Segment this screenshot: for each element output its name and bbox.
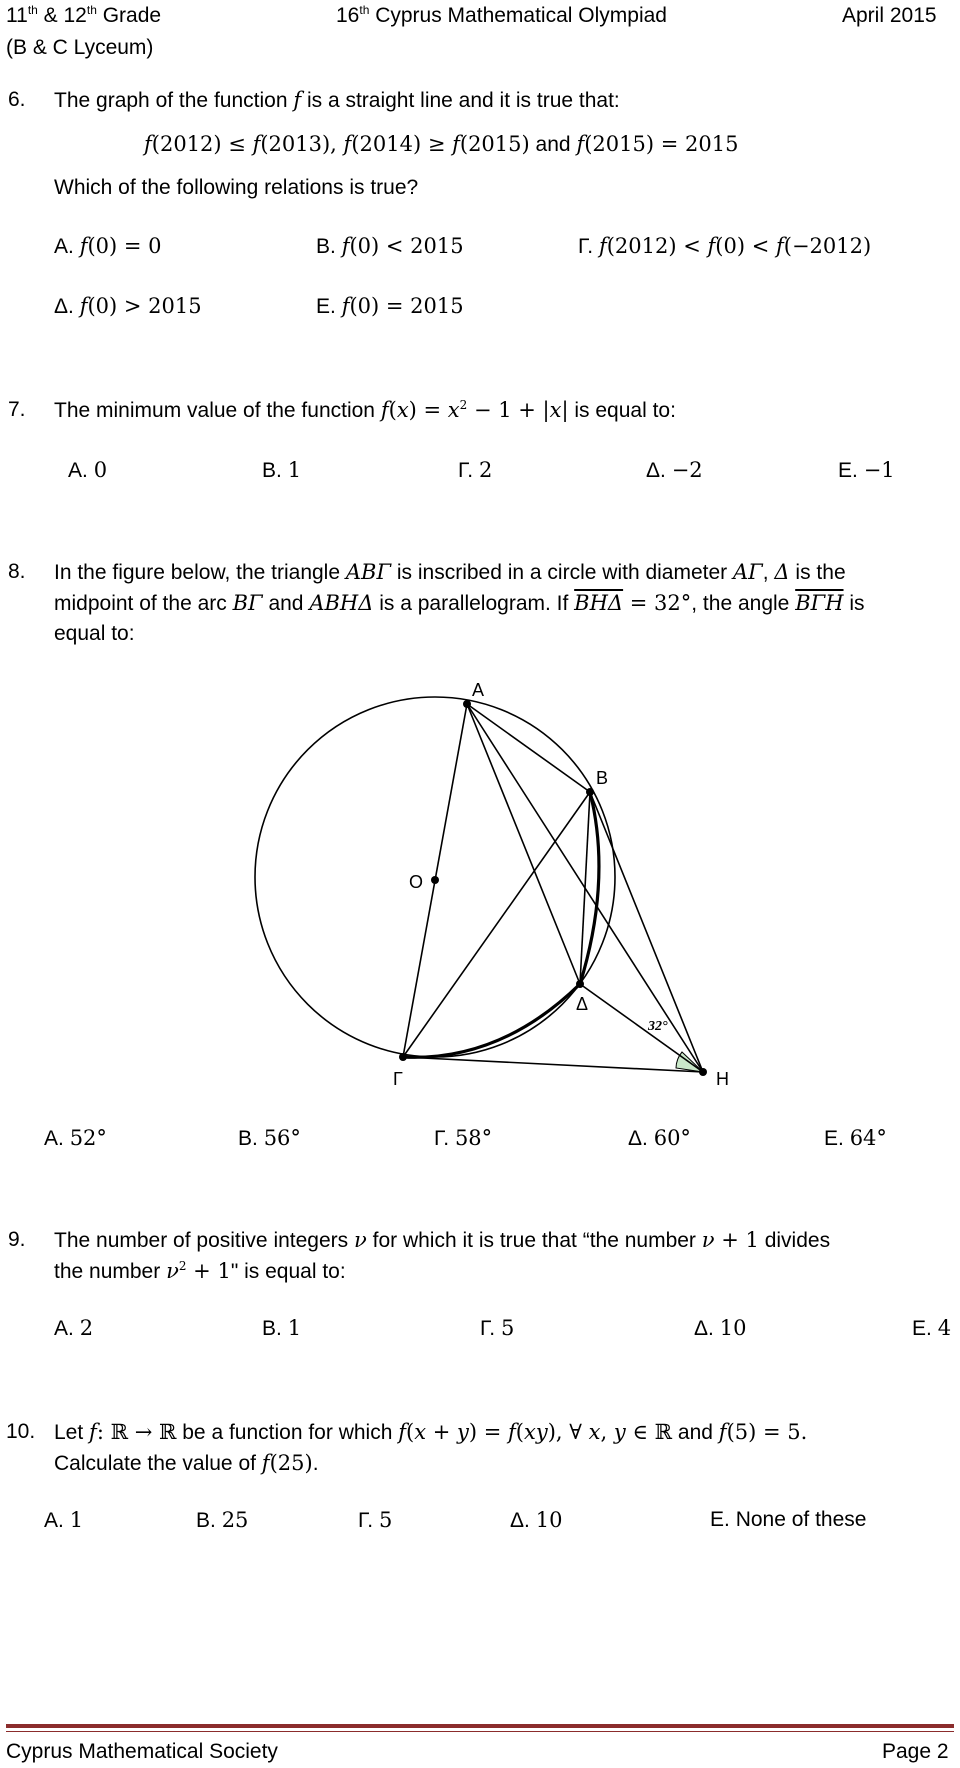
q6-option-e[interactable]: E. f(0) = 2015 (316, 294, 464, 318)
q10-option-a[interactable]: A. 1 (44, 1508, 84, 1532)
q9-option-g[interactable]: Γ. 5 (480, 1316, 515, 1340)
segment-BG (403, 792, 590, 1057)
q10-line2: Calculate the value of f(25). (54, 1451, 319, 1475)
q6-ask: Which of the following relations is true? (54, 176, 419, 199)
q9-option-e[interactable]: E. 4 (912, 1316, 952, 1340)
point-D-dot (576, 980, 584, 988)
arc-BD-heavy (580, 792, 599, 984)
q9-option-b[interactable]: B. 1 (262, 1316, 302, 1340)
q10-line1: Let f: ℝ → ℝ be a function for which f(x + y) = f(xy), ∀ x, y ∈ ℝ and f(5) = 5. (54, 1420, 808, 1444)
q6-option-g[interactable]: Γ. f(2012) < f(0) < f(−2012) (578, 234, 872, 258)
q7-option-e[interactable]: E. −1 (838, 458, 895, 482)
q8-option-d[interactable]: Δ. 60° (628, 1126, 691, 1150)
q8-option-b[interactable]: B. 56° (238, 1126, 301, 1150)
q10-number: 10. (6, 1420, 36, 1443)
q8-option-a[interactable]: A. 52° (44, 1126, 107, 1150)
label-B: B (596, 768, 609, 788)
header-lyceum: (B & C Lyceum) (6, 36, 154, 59)
q8-option-e[interactable]: E. 64° (824, 1126, 887, 1150)
q7-option-d[interactable]: Δ. −2 (646, 458, 703, 482)
q10-option-g[interactable]: Γ. 5 (358, 1508, 393, 1532)
q7-number: 7. (8, 398, 26, 421)
label-A: A (472, 680, 485, 700)
q9-option-d[interactable]: Δ. 10 (694, 1316, 747, 1340)
q7-option-g[interactable]: Γ. 2 (458, 458, 493, 482)
header-date: April 2015 (842, 4, 937, 27)
q7-option-a[interactable]: A. 0 (68, 458, 108, 482)
point-G-dot (399, 1053, 407, 1061)
q10-option-b[interactable]: B. 25 (196, 1508, 249, 1532)
footer-page: Page 2 (882, 1740, 949, 1763)
q10-option-e[interactable]: E. None of these (710, 1508, 867, 1531)
point-H-dot (699, 1068, 707, 1076)
footer-society: Cyprus Mathematical Society (6, 1740, 278, 1763)
point-B-dot (586, 788, 594, 796)
q7-stem: The minimum value of the function $f(x) = x^2 - 1 + |x|$ is equal to: (54, 398, 676, 422)
label-O: O (409, 872, 424, 892)
q9-option-a[interactable]: A. 2 (54, 1316, 94, 1340)
q8-line3: equal to: (54, 622, 135, 645)
q6-number: 6. (8, 88, 26, 111)
q8-number: 8. (8, 560, 26, 583)
point-O-dot (431, 876, 439, 884)
label-H: H (716, 1069, 729, 1089)
header-grade: 11th & 12th Grade (6, 3, 162, 27)
q9-number: 9. (8, 1228, 26, 1251)
q7-option-b[interactable]: B. 1 (262, 458, 302, 482)
segment-GH (403, 1057, 703, 1072)
q6-option-a[interactable]: A. f(0) = 0 (54, 234, 162, 258)
q6-condition: f(2012) ≤ f(2013), f(2014) ≥ f(2015) and f(2015) = 2015 (144, 132, 739, 156)
q9-line1: The number of positive integers ν for which it is true that “the number ν + 1 divides (54, 1228, 831, 1252)
label-D: Δ (576, 994, 589, 1014)
point-A-dot (463, 700, 471, 708)
label-G: Γ (393, 1069, 403, 1089)
q9-line2: the number $\nu^2 + 1$" is equal to: (54, 1259, 346, 1283)
q10-option-d[interactable]: Δ. 10 (510, 1508, 563, 1532)
footer-rule-thick (6, 1724, 954, 1728)
q8-line1: In the figure below, the triangle ΑΒΓ is inscribed in a circle with diameter ΑΓ, Δ is the (54, 560, 846, 584)
q6-stem: The graph of the function f is a straight line and it is true that: (54, 88, 620, 112)
footer-rule-thin (6, 1731, 954, 1732)
q6-option-b[interactable]: B. f(0) < 2015 (316, 234, 464, 258)
q6-option-d[interactable]: Δ. f(0) > 2015 (54, 294, 202, 318)
header-olympiad: 16th Cyprus Mathematical Olympiad (336, 3, 667, 27)
q8-line2: midpoint of the arc ΒΓ and ΑΒΗΔ is a parallelogram. If $\overline{BH\Delta} = 32^\circ$, the angle $\overline{B\Gamma H}$ is (54, 591, 865, 615)
label-angle: 32° (648, 1019, 668, 1034)
q8-option-g[interactable]: Γ. 58° (434, 1126, 493, 1150)
